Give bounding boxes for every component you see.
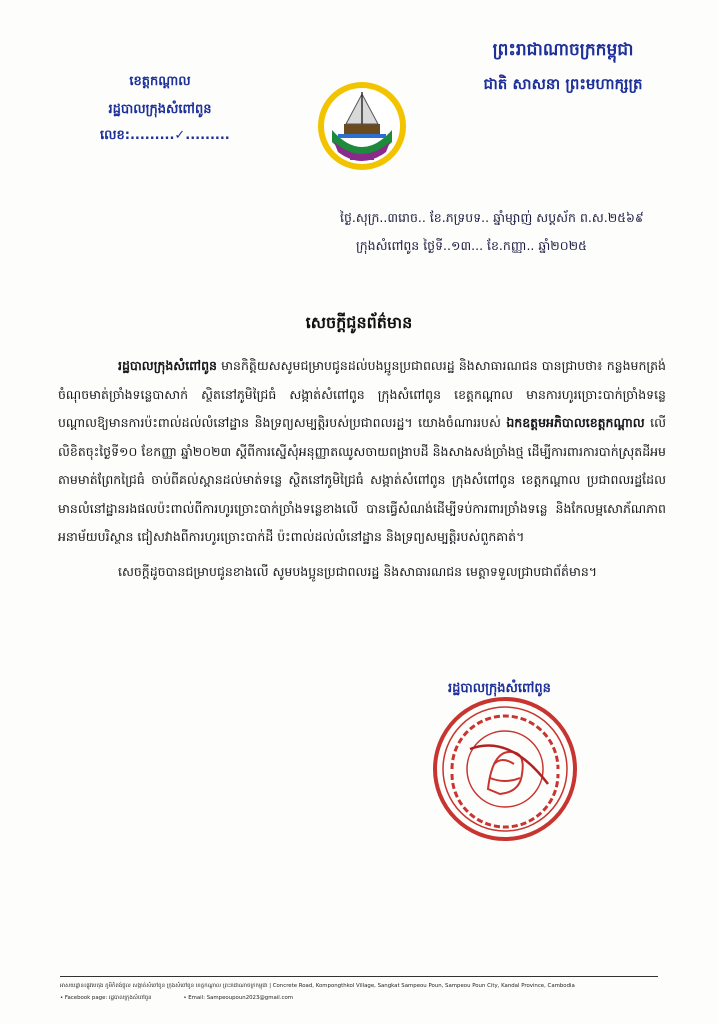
paragraph-1-text-a: មានកិត្តិយសសូមជម្រាបជូនដល់បងប្អូនប្រជាពលរដ្ឋ និងសាធារណជន បានជ្រាបថា៖ កន្លងមកត្រង់ចំណុចមាត់ច្រាំងទន្លេបាសាក់ ស្ថិតនៅភូមិជ្រៃធំ សង្កាត់សំពៅពូន ក្រុងសំពៅពូន ខេត្តកណ្តាល មានការហូរច្រោះបាក់ច្រាំងទន្លេ បណ្តាលឱ្យមានការប៉ះពាល់ដល់លំនៅដ្ឋាន និងទ្រព្យសម្បត្តិរបស់ប្រជាពលរដ្ឋ។ យោងចំណាររបស់: [58, 358, 666, 430]
official-stamp-icon: [430, 694, 580, 844]
kingdom-motto: ជាតិ សាសនា ព្រះមហាក្សត្រ: [483, 75, 643, 93]
lunar-date-line: ថ្ងៃ.សុក្រ..៣រោច.. ខែ.ភទ្របទ.. ឆ្នាំម្សាញ់ សប្តស័ក ព.ស.២៥៦៩: [340, 210, 644, 225]
paragraph-1-text-b: លើលិខិតចុះថ្ងៃទី១០ ខែកញ្ញា ឆ្នាំ២០២៣ ស្តីពីការស្នើសុំអនុញ្ញាតឈូសចាយពង្រាបដី និងសាងសង់ច្រាំងថ្ម ដើម្បីការពារការបាក់ស្រុតដីអមតាមមាត់ព្រែកជ្រៃធំ ចាប់ពីគល់ស្ពានដល់មាត់ទន្លេ ស្ថិតនៅភូមិជ្រៃធំ សង្កាត់សំពៅពូន ក្រុងសំពៅពូន ខេត្តកណ្តាល ប្រជាពលរដ្ឋដែលមានលំនៅដ្ឋានរងផលប៉ះពាល់ពីការហូរច្រោះបាក់ច្រាំងទន្លេខាងលើ បានធ្វើសំណង់ដើម្បីទប់ការពារច្រាំងទន្លេ និងកែលម្អសោភ័ណភាពអនាម័យបរិស្ថាន ជៀសវាងពីការហូរច្រោះបាក់ដី ប៉ះពាល់ដល់លំនៅដ្ឋាន និងទ្រព្យសម្បត្តិរបស់ពួកគាត់។: [58, 415, 667, 544]
paragraph-1-governor-ref: ឯកឧត្តមអភិបាលខេត្តកណ្តាល: [506, 415, 645, 430]
document-title: សេចក្តីជូនព័ត៌មាន: [305, 313, 413, 332]
footer-address: អាសយដ្ឋាន៖ផ្លូវបេតុង ភូមិកំពង់ថ្កុល សង្កាត់សំពៅពូន ក្រុងសំពៅពូន ខេត្តកណ្តាល ព្រះរាជាណាចក្រកម្ពុជា | Concrete Road, Kompongthkol Village, Sangkat Sampeou Poun, Sampeou Poun City, Kandal Province, Cambodia: [60, 983, 575, 989]
city-emblem-icon: [316, 80, 408, 172]
administration-name: រដ្ឋបាលក្រុងសំពៅពូន: [108, 102, 212, 117]
signature-organization: រដ្ឋបាលក្រុងសំពៅពូន: [448, 681, 551, 696]
reference-number: លេខ:.........✓.........: [100, 128, 230, 143]
paragraph-lead-org: រដ្ឋបាលក្រុងសំពៅពូន: [118, 358, 217, 373]
footer: [60, 980, 658, 1004]
footer-divider: [60, 976, 658, 977]
province-name: ខេត្តកណ្តាល: [129, 74, 191, 89]
footer-email: • Email: Sampeoupoun2023@gmail.com: [183, 995, 293, 1001]
footer-facebook: • Facebook page: រដ្ឋបាលក្រុងសំពៅពូន: [60, 995, 152, 1001]
kingdom-name: ព្រះរាជាណាចក្រកម្ពុជា: [492, 40, 634, 60]
kingdom-header: [468, 38, 658, 96]
solar-date-line: ក្រុងសំពៅពូន ថ្ងៃទី..១៣... ខែ.កញ្ញា.. ឆ្នាំ២០២៥: [356, 238, 587, 253]
issuing-organization: [80, 72, 240, 146]
body-paragraph-1: [58, 352, 666, 552]
body-paragraph-2: សេចក្តីដូចបានជម្រាបជូនខាងលើ សូមបងប្អូនប្រជាពលរដ្ឋ និងសាធារណជន មេត្តាទទួលជ្រាបជាព័ត៌មាន។: [118, 563, 598, 579]
document-body: [58, 352, 666, 586]
